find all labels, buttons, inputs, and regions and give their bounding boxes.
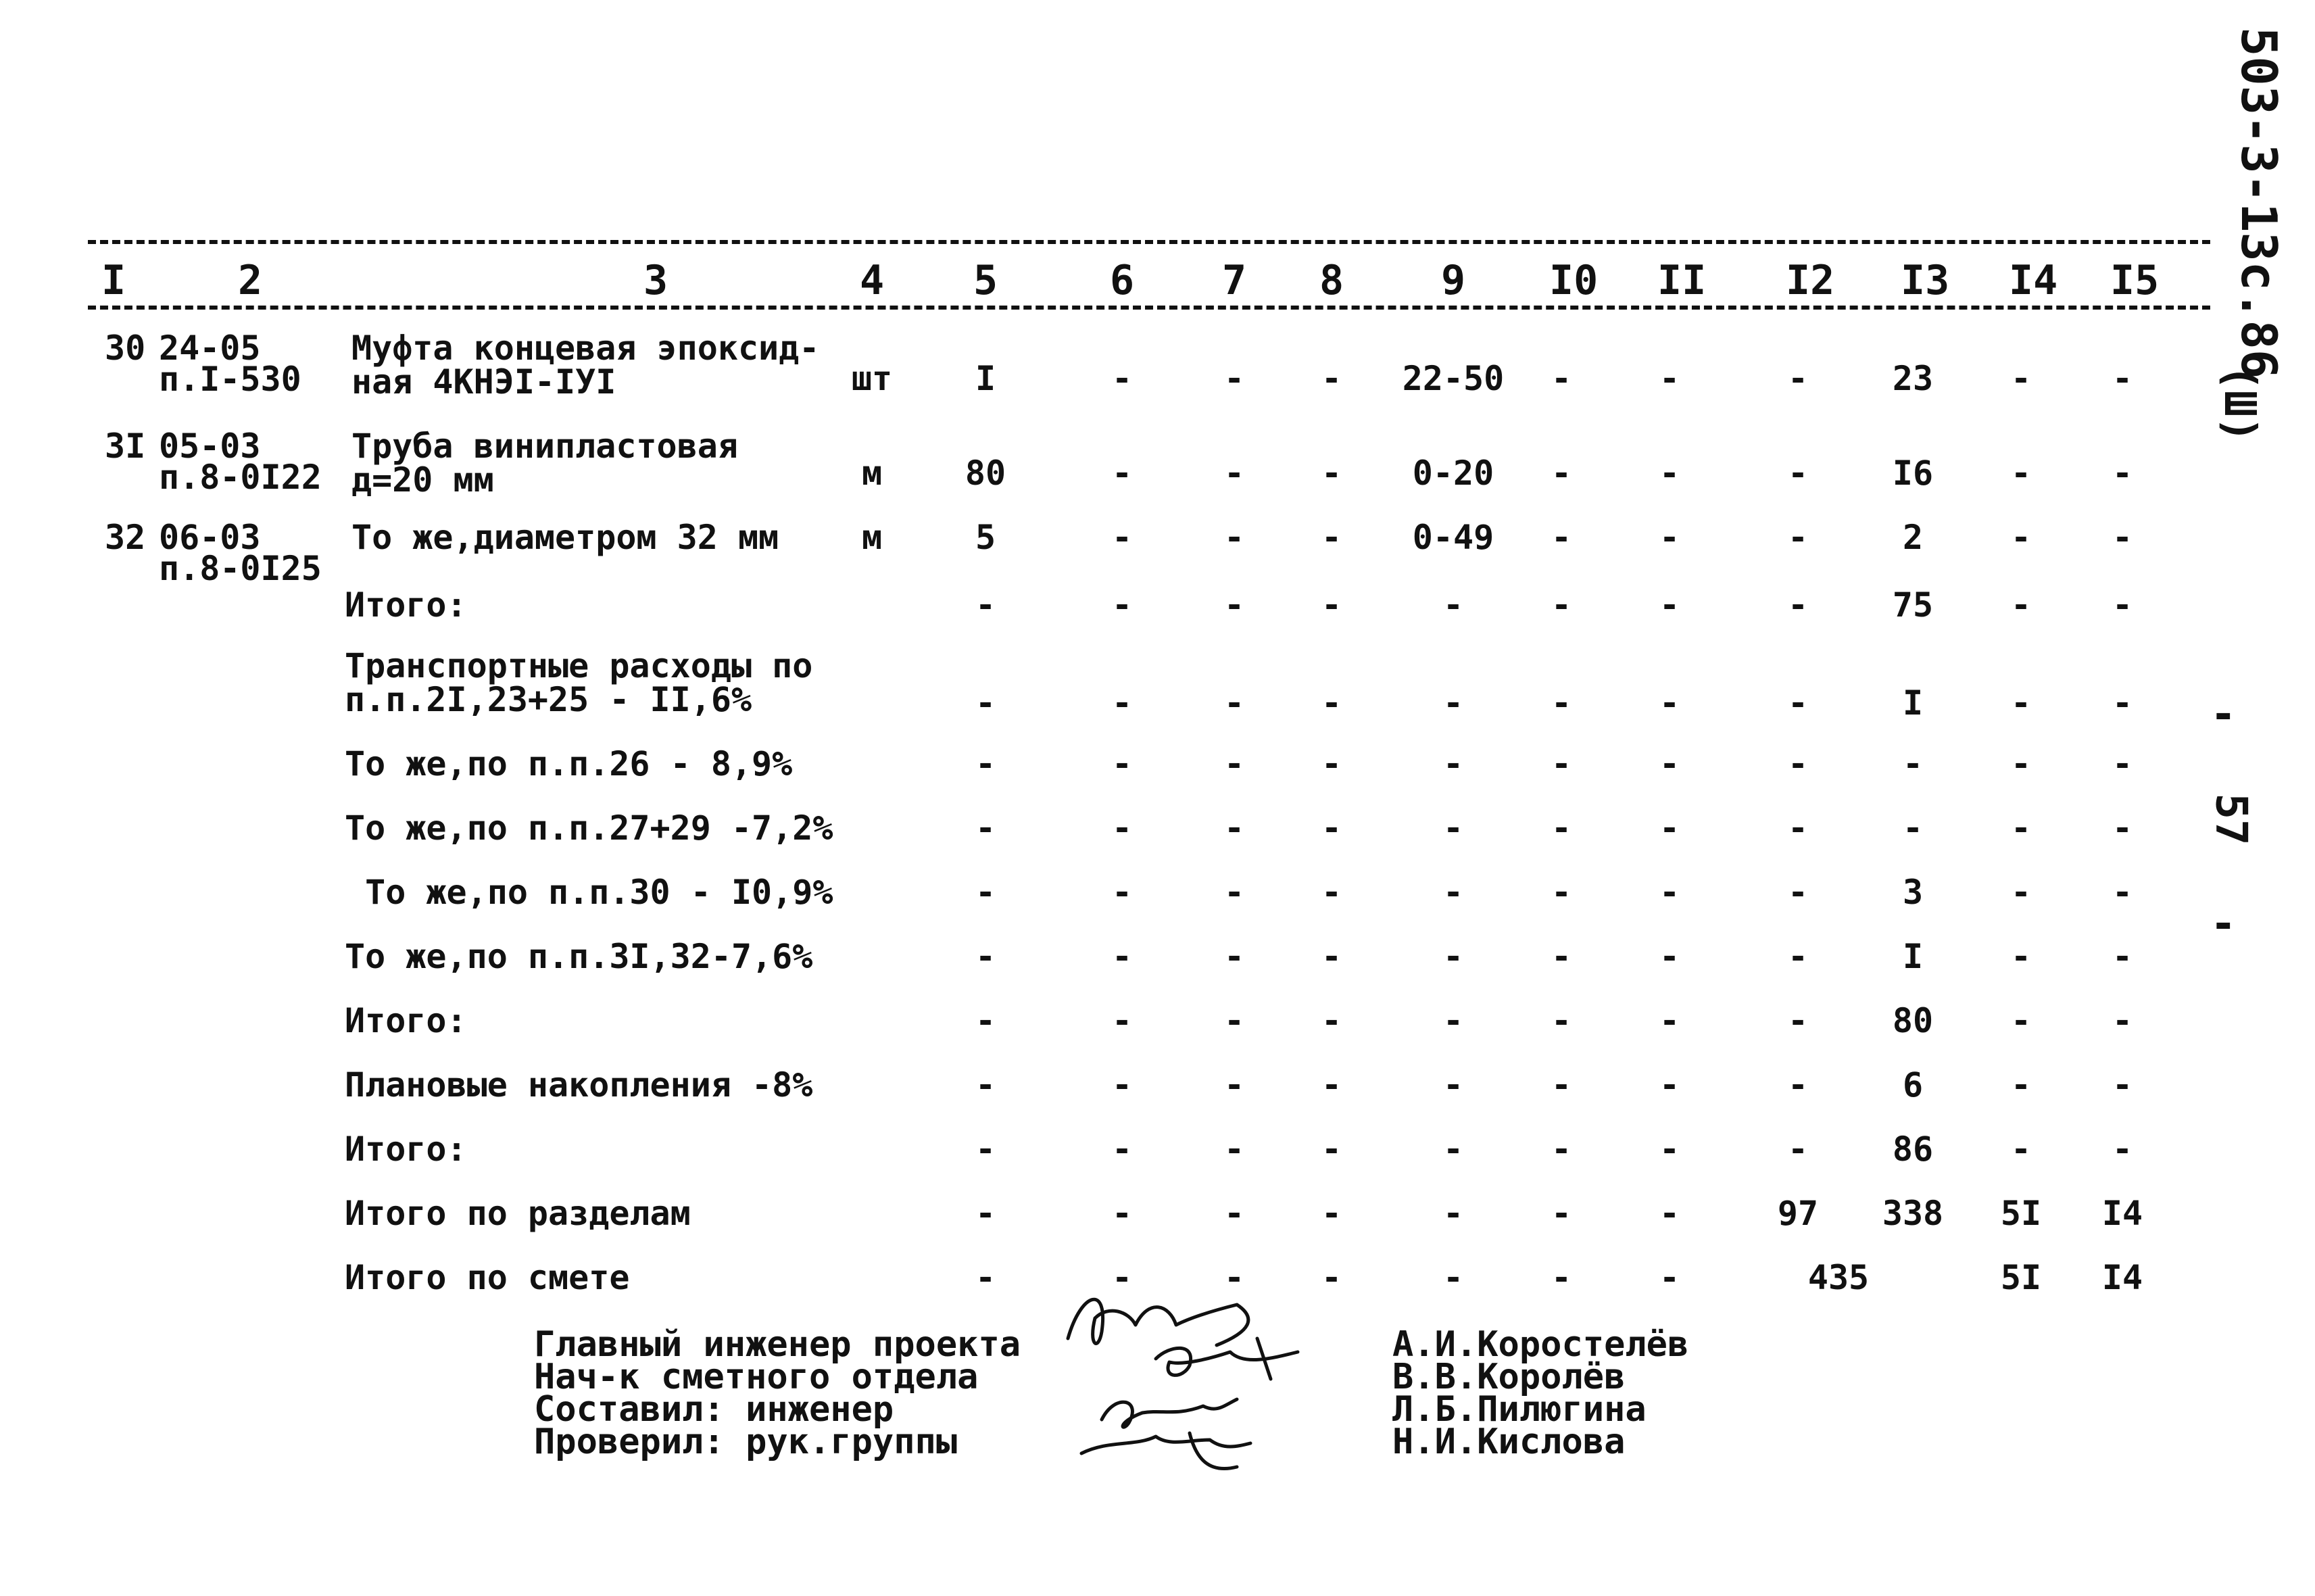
margin-dash-bottom: - bbox=[2210, 899, 2237, 949]
item-c12: - bbox=[1787, 454, 1809, 493]
item-c13: I6 bbox=[1892, 454, 1934, 493]
item-c5: I bbox=[975, 359, 996, 398]
item-c10: - bbox=[1551, 454, 1572, 493]
summary-c10: - bbox=[1551, 1258, 1572, 1297]
summary-c12: - bbox=[1787, 1065, 1809, 1105]
item-reference: п.I-530 bbox=[159, 360, 301, 399]
summary-c10: - bbox=[1551, 744, 1572, 783]
summary-c5: - bbox=[975, 937, 996, 976]
item-code: 06-03 bbox=[159, 518, 261, 557]
summary-c12: - bbox=[1787, 585, 1809, 625]
summary-c5: - bbox=[975, 585, 996, 625]
item-c7: - bbox=[1223, 359, 1245, 398]
summary-c11: - bbox=[1659, 1130, 1680, 1169]
summary-c12: 97 bbox=[1777, 1194, 1819, 1233]
summary-c12: - bbox=[1787, 808, 1809, 848]
summary-c9: - bbox=[1442, 808, 1464, 848]
column-header-7: 7 bbox=[1222, 257, 1247, 304]
summary-label: Транспортные расходы по п.п.2I,23+25 - II,6% bbox=[345, 646, 813, 719]
summary-c7: - bbox=[1223, 683, 1245, 723]
summary-c5: - bbox=[975, 744, 996, 783]
summary-c7: - bbox=[1223, 585, 1245, 625]
summary-c15: - bbox=[2112, 808, 2133, 848]
handwritten-signatures bbox=[1054, 1278, 1379, 1501]
summary-c13: I bbox=[1902, 937, 1924, 976]
header-bottom-rule bbox=[88, 306, 2210, 310]
summary-c10: - bbox=[1551, 1194, 1572, 1233]
summary-c9: - bbox=[1442, 1130, 1464, 1169]
summary-c5: - bbox=[975, 1065, 996, 1105]
summary-c9: - bbox=[1442, 1001, 1464, 1040]
summary-c15: - bbox=[2112, 744, 2133, 783]
item-number: 30 bbox=[105, 329, 146, 368]
item-c5: 80 bbox=[965, 454, 1006, 493]
column-header-4: 4 bbox=[860, 257, 885, 304]
summary-label: Итого: bbox=[345, 1130, 467, 1169]
summary-c6: - bbox=[1111, 744, 1133, 783]
item-c7: - bbox=[1223, 518, 1245, 557]
summary-c13: 86 bbox=[1892, 1130, 1934, 1169]
summary-c15: - bbox=[2112, 1065, 2133, 1105]
summary-c6: - bbox=[1111, 1130, 1133, 1169]
summary-c6: - bbox=[1111, 873, 1133, 912]
summary-c15: - bbox=[2112, 1001, 2133, 1040]
item-c6: - bbox=[1111, 454, 1133, 493]
summary-c10: - bbox=[1551, 937, 1572, 976]
item-name: Труба винипластовая д=20 мм bbox=[351, 427, 738, 500]
summary-c5: - bbox=[975, 1258, 996, 1297]
summary-c8: - bbox=[1321, 585, 1342, 625]
summary-c5: - bbox=[975, 683, 996, 723]
item-code: 05-03 bbox=[159, 427, 261, 466]
column-header-8: 8 bbox=[1319, 257, 1344, 304]
summary-c11: - bbox=[1659, 937, 1680, 976]
summary-c11: - bbox=[1659, 1001, 1680, 1040]
item-c14: - bbox=[2010, 359, 2032, 398]
summary-c7: - bbox=[1223, 937, 1245, 976]
summary-label: Итого по разделам bbox=[345, 1194, 691, 1233]
summary-c10: - bbox=[1551, 585, 1572, 625]
item-c15: - bbox=[2112, 359, 2133, 398]
summary-c9: - bbox=[1442, 683, 1464, 723]
summary-c7: - bbox=[1223, 1258, 1245, 1297]
summary-c11: - bbox=[1659, 585, 1680, 625]
section-mark: (Ш) bbox=[2214, 364, 2264, 443]
summary-c13: 6 bbox=[1902, 1065, 1924, 1105]
summary-c10: - bbox=[1551, 808, 1572, 848]
summary-c7: - bbox=[1223, 1001, 1245, 1040]
summary-c14: - bbox=[2010, 873, 2032, 912]
item-c13: 2 bbox=[1902, 518, 1924, 557]
item-c14: - bbox=[2010, 518, 2032, 557]
item-c15: - bbox=[2112, 454, 2133, 493]
item-c8: - bbox=[1321, 518, 1342, 557]
summary-label: То же,по п.п.30 - I0,9% bbox=[345, 873, 833, 912]
summary-c7: - bbox=[1223, 873, 1245, 912]
summary-c6: - bbox=[1111, 1258, 1133, 1297]
item-c13: 23 bbox=[1892, 359, 1934, 398]
item-c14: - bbox=[2010, 454, 2032, 493]
summary-label: Итого по смете bbox=[345, 1258, 630, 1297]
item-c10: - bbox=[1551, 359, 1572, 398]
item-name: То же,диаметром 32 мм bbox=[351, 518, 779, 557]
column-header-10: I0 bbox=[1549, 257, 1599, 304]
item-c5: 5 bbox=[975, 518, 996, 557]
summary-c11: - bbox=[1659, 744, 1680, 783]
summary-c11: - bbox=[1659, 1065, 1680, 1105]
summary-c11: - bbox=[1659, 683, 1680, 723]
summary-c14: - bbox=[2010, 808, 2032, 848]
item-c8: - bbox=[1321, 359, 1342, 398]
summary-c15: - bbox=[2112, 937, 2133, 976]
item-code: 24-05 bbox=[159, 329, 261, 368]
summary-c12: - bbox=[1787, 744, 1809, 783]
item-c10: - bbox=[1551, 518, 1572, 557]
summary-c10: - bbox=[1551, 683, 1572, 723]
column-header-14: I4 bbox=[2009, 257, 2058, 304]
summary-c14: 5I bbox=[2000, 1258, 2042, 1297]
summary-c6: - bbox=[1111, 1194, 1133, 1233]
summary-c15: - bbox=[2112, 1130, 2133, 1169]
item-unit: шт bbox=[851, 359, 893, 398]
summary-c13: I bbox=[1902, 683, 1924, 723]
summary-c7: - bbox=[1223, 1130, 1245, 1169]
summary-c13: - bbox=[1902, 744, 1924, 783]
summary-c13: - bbox=[1902, 808, 1924, 848]
summary-c9: - bbox=[1442, 1258, 1464, 1297]
summary-c7: - bbox=[1223, 1194, 1245, 1233]
summary-c7: - bbox=[1223, 744, 1245, 783]
summary-c9: - bbox=[1442, 1065, 1464, 1105]
summary-c7: - bbox=[1223, 808, 1245, 848]
column-header-2: 2 bbox=[238, 257, 263, 304]
summary-c8: - bbox=[1321, 1001, 1342, 1040]
column-header-11: II bbox=[1657, 257, 1707, 304]
item-c6: - bbox=[1111, 359, 1133, 398]
summary-c5: - bbox=[975, 808, 996, 848]
summary-c10: - bbox=[1551, 1001, 1572, 1040]
signature-roles: Главный инженер проекта Нач-к сметного отдела Составил: инженер Проверил: рук.группы bbox=[534, 1324, 1021, 1462]
item-c9: 0-20 bbox=[1412, 454, 1494, 493]
item-c11: - bbox=[1659, 454, 1680, 493]
column-header-5: 5 bbox=[973, 257, 998, 304]
summary-c12: 435 bbox=[1807, 1258, 1870, 1297]
summary-c14: 5I bbox=[2000, 1194, 2042, 1233]
margin-dash-top: - bbox=[2210, 690, 2237, 740]
summary-label: То же,по п.п.3I,32-7,6% bbox=[345, 937, 813, 976]
summary-c8: - bbox=[1321, 873, 1342, 912]
summary-c6: - bbox=[1111, 683, 1133, 723]
summary-c9: - bbox=[1442, 873, 1464, 912]
column-header-15: I5 bbox=[2110, 257, 2160, 304]
summary-c14: - bbox=[2010, 744, 2032, 783]
column-header-9: 9 bbox=[1441, 257, 1466, 304]
item-c8: - bbox=[1321, 454, 1342, 493]
summary-c13: 338 bbox=[1882, 1194, 1944, 1233]
summary-c6: - bbox=[1111, 937, 1133, 976]
item-c12: - bbox=[1787, 359, 1809, 398]
item-unit: м bbox=[861, 518, 883, 557]
summary-c13: 80 bbox=[1892, 1001, 1934, 1040]
summary-c11: - bbox=[1659, 1194, 1680, 1233]
document-code: 503-3-13с.86 bbox=[2231, 27, 2287, 379]
summary-c5: - bbox=[975, 1001, 996, 1040]
summary-c12: - bbox=[1787, 683, 1809, 723]
item-c7: - bbox=[1223, 454, 1245, 493]
column-header-3: 3 bbox=[643, 257, 668, 304]
item-c12: - bbox=[1787, 518, 1809, 557]
summary-c9: - bbox=[1442, 937, 1464, 976]
summary-c6: - bbox=[1111, 585, 1133, 625]
summary-c11: - bbox=[1659, 873, 1680, 912]
summary-c9: - bbox=[1442, 1194, 1464, 1233]
item-number: 3I bbox=[105, 427, 146, 466]
summary-c5: - bbox=[975, 1130, 996, 1169]
summary-c10: - bbox=[1551, 1130, 1572, 1169]
summary-c8: - bbox=[1321, 808, 1342, 848]
summary-c15: - bbox=[2112, 683, 2133, 723]
summary-c15: I4 bbox=[2101, 1194, 2143, 1233]
summary-c6: - bbox=[1111, 808, 1133, 848]
item-unit: м bbox=[861, 454, 883, 493]
summary-c8: - bbox=[1321, 744, 1342, 783]
column-header-12: I2 bbox=[1786, 257, 1835, 304]
summary-c12: - bbox=[1787, 1130, 1809, 1169]
summary-c8: - bbox=[1321, 1194, 1342, 1233]
summary-c5: - bbox=[975, 1194, 996, 1233]
page-number: 57 bbox=[2206, 793, 2256, 846]
column-header-6: 6 bbox=[1110, 257, 1135, 304]
summary-label: То же,по п.п.27+29 -7,2% bbox=[345, 808, 833, 848]
summary-label: Итого: bbox=[345, 1001, 467, 1040]
item-reference: п.8-0I22 bbox=[159, 458, 322, 497]
summary-label: То же,по п.п.26 - 8,9% bbox=[345, 744, 793, 783]
summary-c10: - bbox=[1551, 873, 1572, 912]
item-c15: - bbox=[2112, 518, 2133, 557]
item-c9: 22-50 bbox=[1402, 359, 1505, 398]
item-c11: - bbox=[1659, 359, 1680, 398]
summary-c12: - bbox=[1787, 937, 1809, 976]
summary-c6: - bbox=[1111, 1065, 1133, 1105]
summary-c8: - bbox=[1321, 1065, 1342, 1105]
summary-c14: - bbox=[2010, 683, 2032, 723]
summary-c8: - bbox=[1321, 1130, 1342, 1169]
item-number: 32 bbox=[105, 518, 146, 557]
summary-c8: - bbox=[1321, 683, 1342, 723]
summary-c8: - bbox=[1321, 937, 1342, 976]
summary-c15: I4 bbox=[2101, 1258, 2143, 1297]
summary-c13: 75 bbox=[1892, 585, 1934, 625]
summary-c7: - bbox=[1223, 1065, 1245, 1105]
summary-c14: - bbox=[2010, 937, 2032, 976]
summary-c14: - bbox=[2010, 1065, 2032, 1105]
summary-label: Итого: bbox=[345, 585, 467, 625]
summary-c11: - bbox=[1659, 1258, 1680, 1297]
summary-c9: - bbox=[1442, 585, 1464, 625]
summary-c5: - bbox=[975, 873, 996, 912]
summary-c14: - bbox=[2010, 1130, 2032, 1169]
summary-c6: - bbox=[1111, 1001, 1133, 1040]
summary-c10: - bbox=[1551, 1065, 1572, 1105]
summary-c9: - bbox=[1442, 744, 1464, 783]
summary-c8: - bbox=[1321, 1258, 1342, 1297]
signature-names: А.И.Коростелёв В.В.Королёв Л.Б.Пилюгина Н.И.Кислова bbox=[1392, 1324, 1689, 1462]
summary-c15: - bbox=[2112, 873, 2133, 912]
summary-label: Плановые накопления -8% bbox=[345, 1065, 813, 1105]
header-top-rule bbox=[88, 240, 2210, 244]
item-c9: 0-49 bbox=[1412, 518, 1494, 557]
summary-c12: - bbox=[1787, 1001, 1809, 1040]
summary-c13: 3 bbox=[1902, 873, 1924, 912]
summary-c14: - bbox=[2010, 585, 2032, 625]
item-c6: - bbox=[1111, 518, 1133, 557]
summary-c15: - bbox=[2112, 585, 2133, 625]
item-reference: п.8-0I25 bbox=[159, 549, 322, 588]
summary-c14: - bbox=[2010, 1001, 2032, 1040]
item-c11: - bbox=[1659, 518, 1680, 557]
column-header-1: I bbox=[101, 257, 126, 304]
item-name: Муфта концевая эпоксид- ная 4КНЭI-IУI bbox=[351, 329, 820, 402]
summary-c12: - bbox=[1787, 873, 1809, 912]
summary-c11: - bbox=[1659, 808, 1680, 848]
column-header-13: I3 bbox=[1901, 257, 1950, 304]
